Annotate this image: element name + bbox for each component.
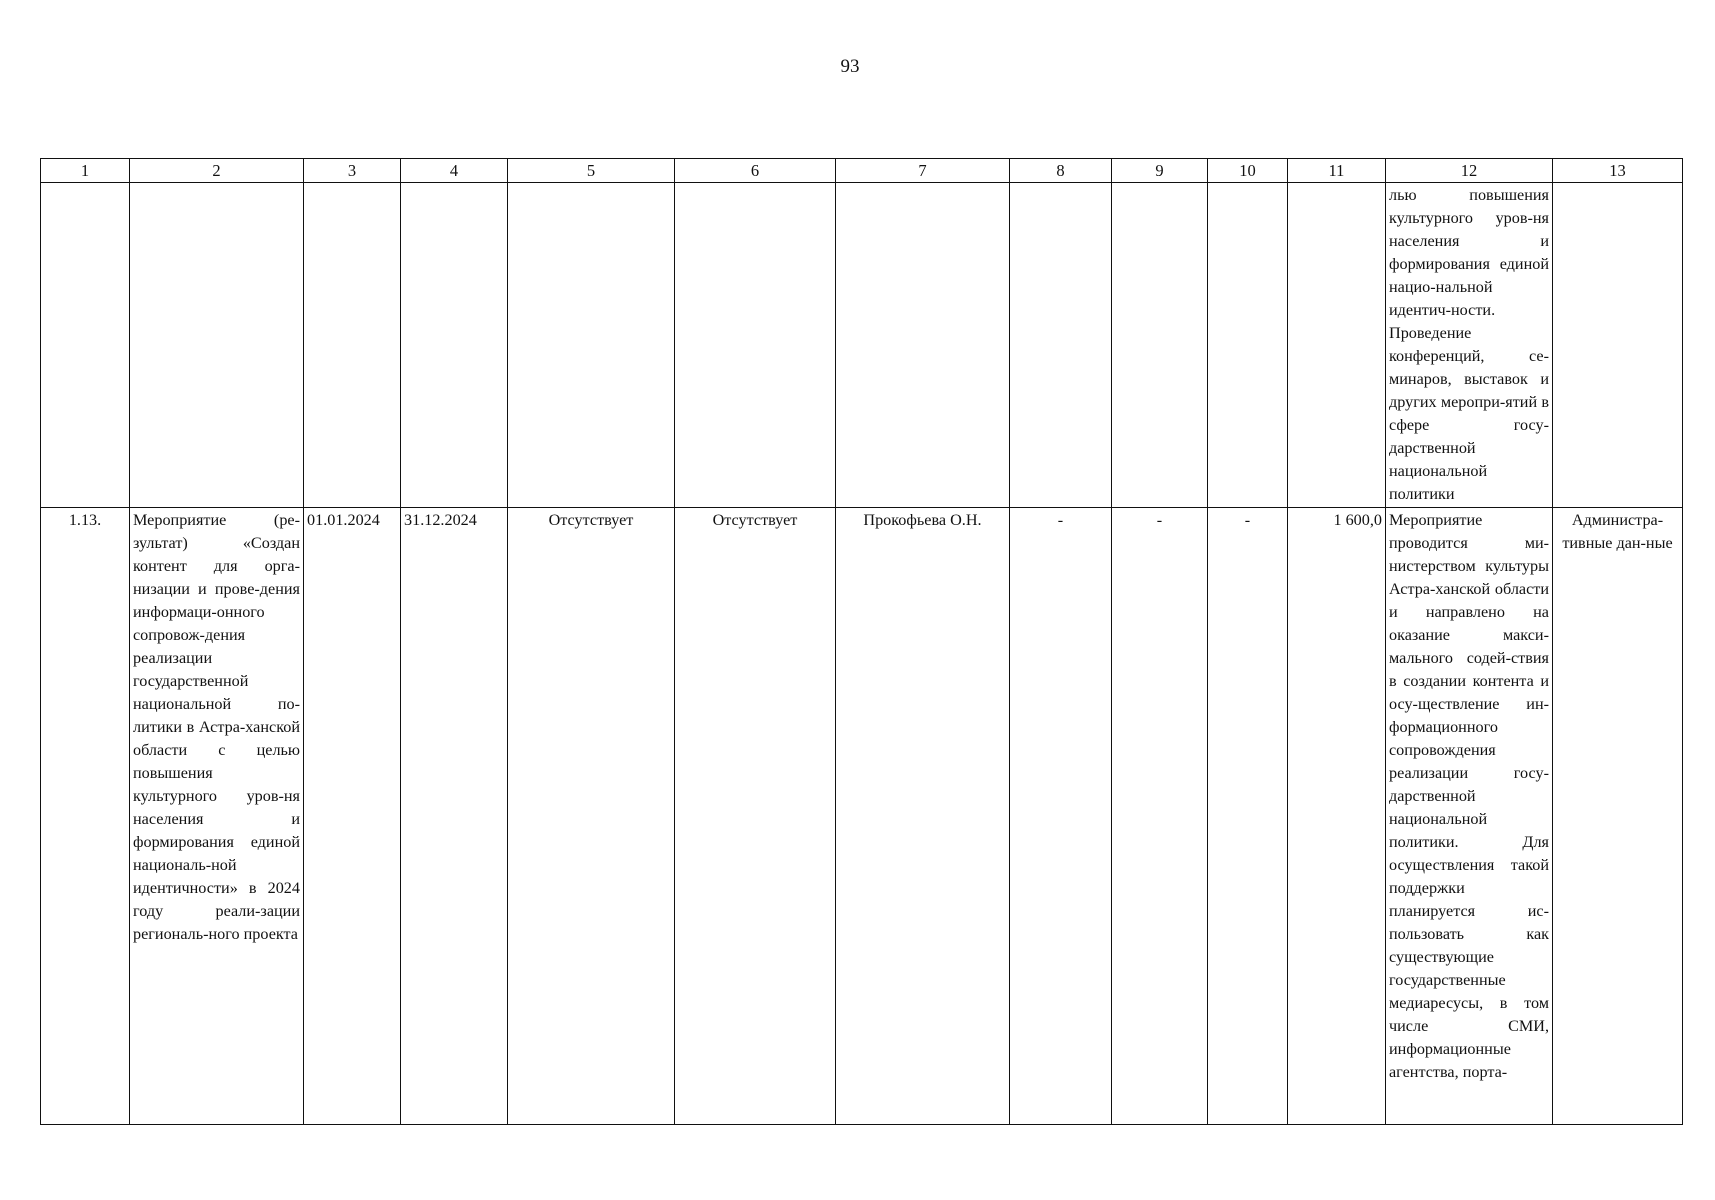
header-row — [41, 159, 1683, 183]
header-col-3: 3 — [304, 159, 401, 183]
header-col-5: 5 — [508, 159, 675, 183]
table-row-1-13 — [41, 508, 1683, 1125]
cell-empty — [1010, 183, 1112, 508]
header-col-2: 2 — [130, 159, 304, 183]
start-date: 01.01.2024 — [304, 508, 401, 1125]
header-col-4: 4 — [401, 159, 508, 183]
cell-empty — [401, 183, 508, 508]
header-col-12: 12 — [1386, 159, 1553, 183]
header-col-6: 6 — [675, 159, 836, 183]
col10-value: - — [1208, 508, 1288, 1125]
cell-empty — [508, 183, 675, 508]
cell-empty — [1208, 183, 1288, 508]
cell-empty — [675, 183, 836, 508]
funding-amount: 1 600,0 — [1288, 508, 1386, 1125]
data-source: Администра-тивные дан-ные — [1553, 508, 1683, 1125]
activity-description: Мероприятие проводится ми-нистерством культуры Астра-ханской области и направлено на оказание макси-мального содей-ствия в создании контента и осу-ществление ин-формационного сопровождения реализации госу-дарственной национальной политики. Для осуществления такой поддержки планируется ис-пользовать как существующие государственные медиаресусы, в том числе СМИ, информационные агентства, порта- — [1386, 508, 1553, 1125]
page-number: 93 — [840, 56, 860, 77]
header-col-13: 13 — [1553, 159, 1683, 183]
cell-empty — [1553, 183, 1683, 508]
cell-empty — [1112, 183, 1208, 508]
activity-name: Мероприятие (ре-зультат) «Создан контент для орга-низации и прове-дения информаци-онного сопровож-дения реализации государственной национальной по-литики в Астра-ханской области с целью повышения культурного уров-ня населения и формирования единой националь-ной идентичности» в 2024 году реали-зации региональ-ного проекта — [130, 508, 304, 1125]
col6-value: Отсутствует — [675, 508, 836, 1125]
responsible-person: Прокофьева О.Н. — [836, 508, 1010, 1125]
cell-empty — [836, 183, 1010, 508]
cell-empty — [1288, 183, 1386, 508]
continuation-description: лью повышения культурного уров-ня населения и формирования единой нацио-нальной идентич-ности. Проведение конференций, се-минаров, выставок и других меропри-ятий в сфере госу-дарственной национальной политики — [1386, 183, 1553, 508]
header-col-1: 1 — [41, 159, 130, 183]
header-col-10: 10 — [1208, 159, 1288, 183]
cell-empty — [130, 183, 304, 508]
header-col-11: 11 — [1288, 159, 1386, 183]
cell-empty — [304, 183, 401, 508]
end-date: 31.12.2024 — [401, 508, 508, 1125]
col5-value: Отсутствует — [508, 508, 675, 1125]
row-number: 1.13. — [41, 508, 130, 1125]
program-table — [40, 158, 1683, 1125]
header-col-9: 9 — [1112, 159, 1208, 183]
col8-value: - — [1010, 508, 1112, 1125]
table-row-continuation — [41, 183, 1683, 508]
cell-empty — [41, 183, 130, 508]
header-col-8: 8 — [1010, 159, 1112, 183]
col9-value: - — [1112, 508, 1208, 1125]
header-col-7: 7 — [836, 159, 1010, 183]
